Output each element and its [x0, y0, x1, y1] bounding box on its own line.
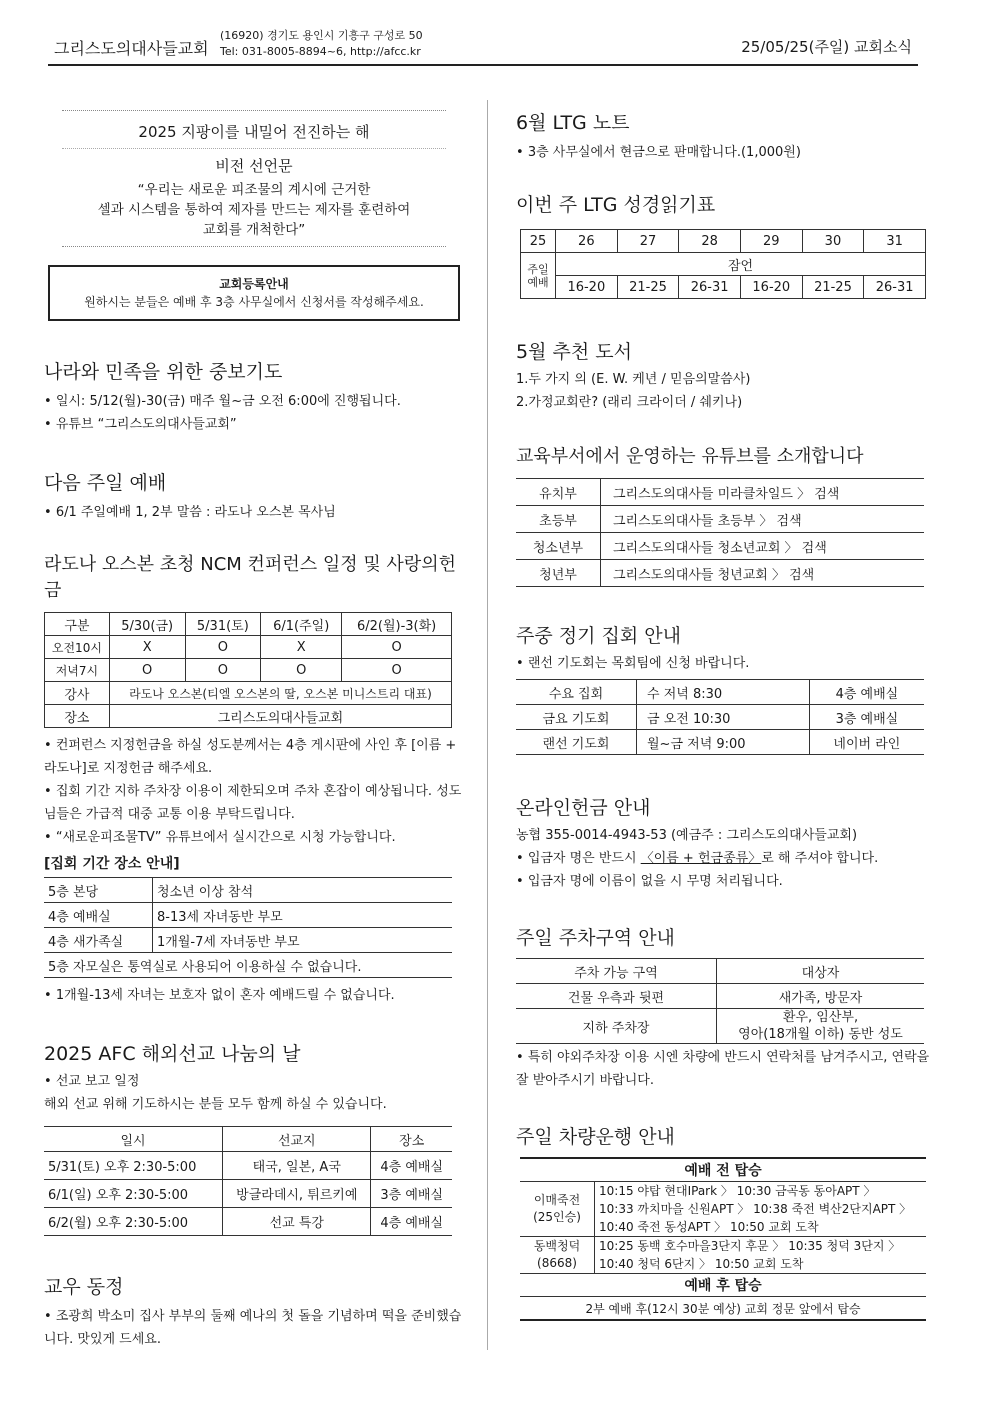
table-header-row — [44, 1127, 452, 1152]
list-item: • 3층 사무실에서 현금으로 판매합니다.(1,000원) — [516, 141, 932, 164]
table-row — [516, 730, 924, 755]
table-cell: 지하 주차장 — [516, 1009, 717, 1044]
table-row — [44, 903, 452, 928]
table-cell: 태국, 일본, A국 — [223, 1152, 371, 1180]
table-row — [516, 1009, 924, 1044]
table-row — [45, 682, 452, 705]
table-header-row — [520, 1158, 926, 1182]
table-cell: 금 오전 10:30 — [637, 705, 810, 730]
page-header — [48, 28, 918, 66]
table-cell: 그리스도의대사들 초등부 〉 검색 — [601, 506, 925, 533]
church-address — [220, 28, 423, 60]
section-heading: 온라인헌금 안내 — [516, 797, 651, 819]
paragraph: • 조광희 박소미 집사 부부의 둘째 예나의 첫 돌을 기념하며 떡을 준비했습니다. 맛있게 드세요. — [44, 1305, 464, 1351]
table-row — [516, 506, 924, 533]
registration-box — [48, 265, 460, 321]
registration-title: 교회등록안내 — [219, 277, 289, 291]
table-cell: 3층 예배실 — [809, 705, 924, 730]
table-header: 장소 — [371, 1127, 452, 1152]
table-cell: 8-13세 자녀동반 부모 — [153, 903, 453, 928]
table-cell: 4층 새가족실 — [44, 928, 153, 953]
table-cell: 네이버 라인 — [809, 730, 924, 755]
route-line: 10:40 청덕 6단지 〉 10:50 교회 도착 — [599, 1257, 804, 1271]
table-header-row — [520, 1274, 926, 1297]
mission-section — [44, 1039, 464, 1236]
table-cell: 청년부 — [516, 560, 601, 587]
route-line: 10:15 야탑 현대IPark 〉 10:30 금곡동 동아APT 〉 — [599, 1184, 876, 1198]
table-cell: 4층 예배실 — [371, 1152, 452, 1180]
table-header: 27 — [617, 230, 679, 253]
table-cell: 장소 — [45, 705, 110, 728]
list-item: • “새로운피조물TV” 유튜브에서 실시간으로 시청 가능합니다. — [44, 826, 464, 849]
table-cell: 2부 예배 후(12시 30분 예상) 교회 정문 앞에서 탑승 — [520, 1297, 926, 1321]
table-cell: O — [185, 659, 261, 682]
table-row — [521, 253, 926, 276]
section-heading: 주일 차량운행 안내 — [516, 1126, 675, 1148]
vision-box — [62, 110, 446, 247]
table-header-row — [516, 959, 924, 984]
table-cell: 6/1(일) 오후 2:30-5:00 — [44, 1180, 223, 1208]
prayer-section — [44, 357, 464, 436]
list-item: • 선교 보고 일정 — [44, 1070, 464, 1093]
table-header: 예배 후 탑승 — [520, 1274, 926, 1297]
table-cell: 21-25 — [802, 276, 864, 299]
route-stops — [595, 1237, 927, 1274]
table-cell: 26-31 — [864, 276, 926, 299]
table-header: 29 — [740, 230, 802, 253]
table-header: 28 — [679, 230, 741, 253]
route-line: 10:33 까치마을 신원APT 〉 10:38 죽전 벽산2단지APT 〉 — [599, 1202, 912, 1216]
table-cell: 오전10시 — [45, 636, 110, 659]
table-header-row — [521, 230, 926, 253]
table-cell: O — [342, 659, 452, 682]
right-column — [516, 100, 932, 1321]
section-heading: 나라와 민족을 위한 중보기도 — [44, 361, 283, 383]
list-item — [516, 847, 932, 870]
table-row — [520, 1237, 926, 1274]
table-row — [516, 533, 924, 560]
table-row — [520, 1297, 926, 1321]
table-cell: 26-31 — [679, 276, 741, 299]
table-cell: 그리스도의대사들 청년교회 〉 검색 — [601, 560, 925, 587]
text-fragment: 입금자 명은 반드시 — [527, 851, 641, 866]
table-header: 25 — [521, 230, 556, 253]
table-cell: 4층 예배실 — [371, 1208, 452, 1236]
route-name: 이매죽전 (25인승) — [520, 1182, 595, 1237]
table-cell: 주일 예배 — [521, 253, 556, 299]
column-divider — [487, 100, 488, 1350]
table-row — [44, 1180, 452, 1208]
list-item: 2.가정교회란? (래리 크라이더 / 쉐키나) — [516, 395, 743, 410]
offering-section — [516, 793, 932, 893]
table-cell: O — [185, 636, 261, 659]
section-heading: 2025 AFC 해외선교 나눔의 날 — [44, 1043, 301, 1065]
bulletin-date: 25/05/25(주일) 교회소식 — [741, 38, 912, 56]
table-header: 26 — [556, 230, 618, 253]
table-cell: 라도나 오스본(티엘 오스본의 딸, 오스본 미니스트리 대표) — [109, 682, 451, 705]
address-line: (16920) 경기도 용인시 기흥구 구성로 50 — [220, 29, 423, 42]
table-cell: 저녁7시 — [45, 659, 110, 682]
table-cell: 청소년 이상 참석 — [153, 878, 453, 903]
table-header: 6/2(월)-3(화) — [342, 613, 452, 636]
table-cell: 1개월-7세 자녀동반 부모 — [153, 928, 453, 953]
table-cell: 수 저녁 8:30 — [637, 680, 810, 705]
table-row — [516, 680, 924, 705]
table-header: 31 — [864, 230, 926, 253]
shuttle-section — [516, 1122, 932, 1321]
route-name: 동백청덕 (8668) — [520, 1237, 595, 1274]
table-cell: 새가족, 방문자 — [717, 984, 925, 1009]
table-header: 대상자 — [717, 959, 925, 984]
registration-text: 원하시는 분들은 예배 후 3층 사무실에서 신청서를 작성해주세요. — [84, 295, 424, 309]
section-heading: 6월 LTG 노트 — [516, 112, 630, 134]
next-worship-section — [44, 468, 464, 524]
list-item: • 컨퍼런스 지정헌금을 하실 성도분께서는 4층 게시판에 사인 후 [이름 + 라도나]로 지정헌금 해주세요. — [44, 734, 464, 780]
table-header: 일시 — [44, 1127, 223, 1152]
table-row — [516, 984, 924, 1009]
table-cell: 랜선 기도회 — [516, 730, 637, 755]
table-row — [44, 878, 452, 903]
section-heading: 이번 주 LTG 성경읽기표 — [516, 194, 716, 216]
table-row — [45, 659, 452, 682]
list-item: • 랜선 기도회는 목회팀에 신청 바랍니다. — [516, 652, 932, 675]
table-cell: 청소년부 — [516, 533, 601, 560]
table-cell: 금요 기도회 — [516, 705, 637, 730]
list-item: • 일시: 5/12(월)-30(금) 매주 월~금 오전 6:00에 진행됩니다. — [44, 390, 464, 413]
table-row — [45, 636, 452, 659]
table-cell: O — [261, 659, 342, 682]
reading-section — [516, 190, 932, 299]
news-section — [44, 1272, 464, 1351]
year-theme: 2025 지팡이를 내밀어 전진하는 해 — [62, 121, 446, 149]
church-name: 그리스도의대사들교회 — [54, 39, 209, 58]
table-cell: 16-20 — [740, 276, 802, 299]
table-header: 선교지 — [223, 1127, 371, 1152]
section-heading: 주중 정기 집회 안내 — [516, 625, 681, 647]
table-header: 예배 전 탑승 — [520, 1158, 926, 1182]
table-row — [516, 705, 924, 730]
ltg-note-section — [516, 108, 932, 164]
table-cell: 3층 예배실 — [371, 1180, 452, 1208]
section-heading: 교우 동정 — [44, 1276, 124, 1298]
table-row — [45, 705, 452, 728]
underlined-text: 〈이름 + 헌금종류〉 — [640, 851, 762, 866]
table-cell: 방글라데시, 튀르키예 — [223, 1180, 371, 1208]
section-heading: 라도나 오스본 초청 NCM 컨퍼런스 일정 및 사랑의헌금 — [44, 554, 456, 601]
table-row — [44, 928, 452, 953]
contact-line: Tel: 031-8005-8894~6, http://afcc.kr — [220, 45, 421, 58]
section-heading: 다음 주일 예배 — [44, 472, 167, 494]
list-item: • 집회 기간 지하 주차장 이용이 제한되오며 주차 혼잡이 예상됩니다. 성도님들은 가급적 대중 교통 이용 부탁드립니다. — [44, 780, 464, 826]
vision-subtitle: 비전 선언문 — [215, 157, 293, 175]
table-cell: 그리스도의대사들 미라클차일드 〉 검색 — [601, 479, 925, 506]
paragraph: • 특히 야외주차장 이용 시엔 차량에 반드시 연락처를 남겨주시고, 연락을 잘 받아주시기 바랍니다. — [516, 1046, 932, 1092]
section-heading: 교육부서에서 운영하는 유튜브를 소개합니다 — [516, 446, 864, 467]
text-fragment: 로 해 주셔야 합니다. — [761, 851, 879, 866]
table-header: 5/31(토) — [185, 613, 261, 636]
place-guide-table — [44, 877, 452, 978]
table-row — [516, 479, 924, 506]
route-line: 10:40 죽전 동성APT 〉 10:50 교회 도착 — [599, 1220, 819, 1234]
table-cell: 21-25 — [617, 276, 679, 299]
table-cell: 6/2(월) 오후 2:30-5:00 — [44, 1208, 223, 1236]
table-cell: 5/31(토) 오후 2:30-5:00 — [44, 1152, 223, 1180]
meetings-section — [516, 621, 932, 755]
table-cell: O — [342, 636, 452, 659]
table-cell: 수요 집회 — [516, 680, 637, 705]
youtube-section — [516, 442, 932, 587]
table-cell: 잠언 — [556, 253, 926, 276]
shuttle-table — [520, 1157, 926, 1321]
parking-table — [516, 958, 924, 1044]
place-guide-title: [집회 기간 장소 안내] — [44, 856, 180, 872]
conference-schedule-table — [44, 612, 452, 728]
list-item: 1.두 가지 의 (E. W. 케년 / 믿음의말씀사) — [516, 372, 751, 387]
youtube-table — [516, 478, 924, 587]
table-cell: 5층 본당 — [44, 878, 153, 903]
table-cell: 4층 예배실 — [809, 680, 924, 705]
meetings-table — [516, 679, 924, 755]
table-cell: O — [109, 659, 185, 682]
table-cell: X — [109, 636, 185, 659]
table-row — [521, 276, 926, 299]
table-cell: X — [261, 636, 342, 659]
table-header: 30 — [802, 230, 864, 253]
table-cell: 환우, 임산부, 영아(18개월 이하) 동반 성도 — [717, 1009, 925, 1044]
list-item: • 6/1 주일예배 1, 2부 말씀 : 라도나 오스본 목사님 — [44, 501, 464, 524]
account-number: 농협 355-0014-4943-53 (예금주 : 그리스도의대사들교회) — [516, 828, 858, 843]
table-cell: 16-20 — [556, 276, 618, 299]
list-item: • 입금자 명에 이름이 없을 시 무명 처리됩니다. — [516, 870, 932, 893]
table-header: 6/1(주일) — [261, 613, 342, 636]
table-header: 5/30(금) — [109, 613, 185, 636]
table-cell: 건물 우측과 뒷편 — [516, 984, 717, 1009]
section-heading: 주일 주차구역 안내 — [516, 927, 675, 949]
conference-section — [44, 550, 464, 1007]
reading-table — [520, 229, 926, 299]
table-cell: 그리스도의대사들교회 — [109, 705, 451, 728]
table-header-row — [45, 613, 452, 636]
vision-statement: “우리는 새로운 피조물의 계시에 근거한 셀과 시스템을 통하여 제자를 만드는 제자를 훈련하여 교회를 개척한다” — [97, 182, 411, 238]
table-header: 주차 가능 구역 — [516, 959, 717, 984]
table-cell: 월~금 저녁 9:00 — [637, 730, 810, 755]
table-row — [516, 560, 924, 587]
route-stops — [595, 1182, 927, 1237]
table-cell: 유치부 — [516, 479, 601, 506]
parking-section — [516, 923, 932, 1092]
books-section — [516, 337, 932, 414]
table-header: 구분 — [45, 613, 110, 636]
table-cell: 강사 — [45, 682, 110, 705]
table-cell: 4층 예배실 — [44, 903, 153, 928]
left-column — [44, 100, 464, 1351]
paragraph: 해외 선교 위해 기도하시는 분들 모두 함께 하실 수 있습니다. — [44, 1097, 387, 1112]
section-heading: 5월 추천 도서 — [516, 341, 632, 363]
table-cell: 5층 자모실은 통역실로 사용되어 이용하실 수 없습니다. — [44, 953, 452, 978]
mission-table — [44, 1126, 452, 1236]
table-cell: 선교 특강 — [223, 1208, 371, 1236]
table-row — [44, 953, 452, 978]
table-row — [44, 1152, 452, 1180]
table-cell: 그리스도의대사들 청소년교회 〉 검색 — [601, 533, 925, 560]
table-cell: 초등부 — [516, 506, 601, 533]
table-row — [520, 1182, 926, 1237]
list-item: • 유튜브 “그리스도의대사들교회” — [44, 413, 464, 436]
route-line: 10:25 동백 호수마을3단지 후문 〉 10:35 청덕 3단지 〉 — [599, 1239, 901, 1253]
table-row — [44, 1208, 452, 1236]
list-item: • 1개월-13세 자녀는 보호자 없이 혼자 예배드릴 수 없습니다. — [44, 984, 464, 1007]
